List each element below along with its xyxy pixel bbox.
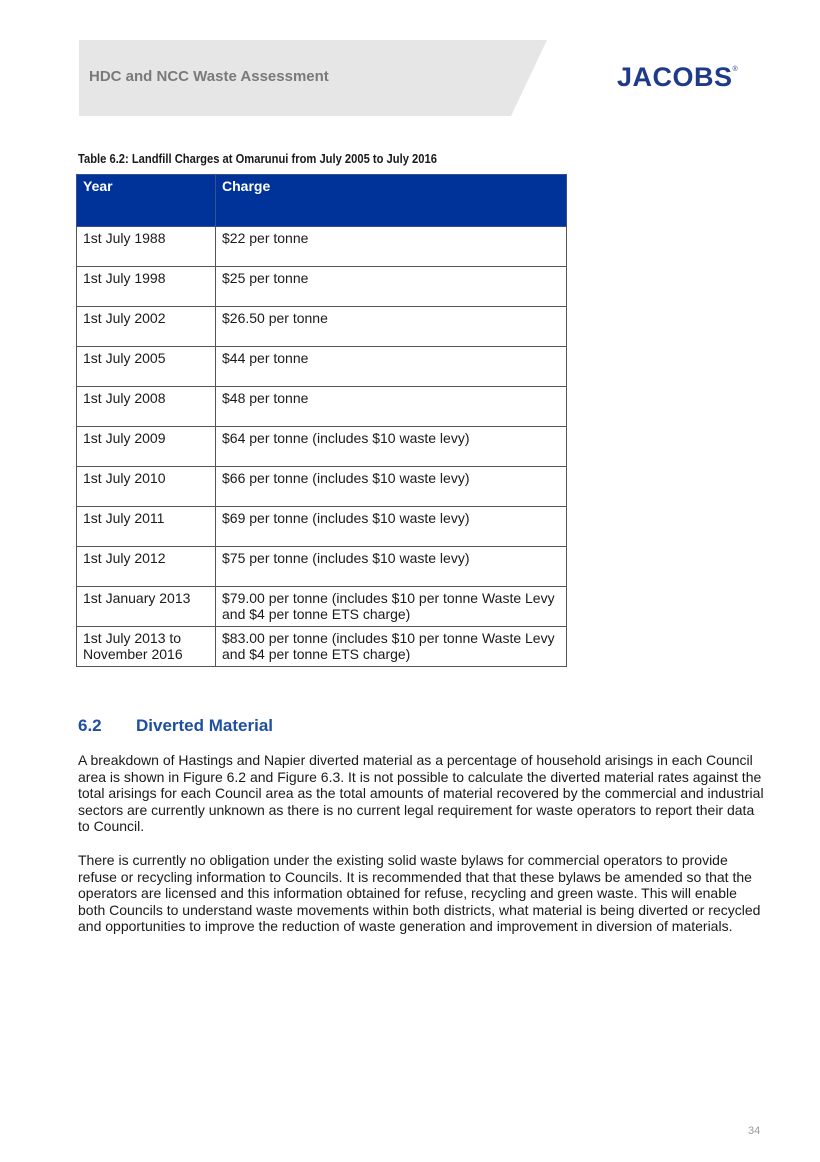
cell-charge: $83.00 per tonne (includes $10 per tonne Waste Levy and $4 per tonne ETS charge) xyxy=(216,627,567,667)
column-header-year: Year xyxy=(77,175,216,227)
document-title: HDC and NCC Waste Assessment xyxy=(89,68,329,85)
table-row xyxy=(77,627,567,667)
table-row xyxy=(77,467,567,507)
table-caption: Table 6.2: Landfill Charges at Omarunui from July 2005 to July 2016 xyxy=(78,151,437,166)
cell-year: 1st July 1988 xyxy=(77,227,216,267)
cell-year: 1st July 2009 xyxy=(77,427,216,467)
table-row xyxy=(77,307,567,347)
cell-charge: $66 per tonne (includes $10 waste levy) xyxy=(216,467,567,507)
table-row xyxy=(77,387,567,427)
paragraph: There is currently no obligation under the existing solid waste bylaws for commercial operators to provide refuse or recycling information to Councils. It is recommended that that these bylaws be amended so that the operators are licensed and this information obtained for refuse, recycling and green waste. This will enable both Councils to understand waste movements within both districts, what material is being diverted or recycled and opportunities to improve the reduction of waste generation and improvement in diversion of materials. xyxy=(78,852,761,934)
cell-charge: $22 per tonne xyxy=(216,227,567,267)
table-header-row xyxy=(77,175,567,227)
cell-year: 1st July 2013 to November 2016 xyxy=(77,627,216,667)
table-row xyxy=(77,267,567,307)
jacobs-logo xyxy=(617,62,738,93)
table-row xyxy=(77,587,567,627)
section-heading xyxy=(78,716,273,736)
landfill-charges-table xyxy=(76,174,567,667)
header-band xyxy=(79,40,547,116)
table-row xyxy=(77,347,567,387)
cell-charge: $44 per tonne xyxy=(216,347,567,387)
column-header-charge: Charge xyxy=(216,175,567,227)
table-body xyxy=(77,227,567,667)
table-row xyxy=(77,427,567,467)
logo-text: JACOBS xyxy=(617,62,733,92)
section-number: 6.2 xyxy=(78,716,102,735)
table-row xyxy=(77,507,567,547)
cell-charge: $25 per tonne xyxy=(216,267,567,307)
cell-year: 1st July 2012 xyxy=(77,547,216,587)
cell-year: 1st July 2002 xyxy=(77,307,216,347)
cell-year: 1st January 2013 xyxy=(77,587,216,627)
cell-charge: $75 per tonne (includes $10 waste levy) xyxy=(216,547,567,587)
cell-year: 1st July 2010 xyxy=(77,467,216,507)
cell-year: 1st July 2008 xyxy=(77,387,216,427)
section-title: Diverted Material xyxy=(136,716,273,735)
paragraph: A breakdown of Hastings and Napier diverted material as a percentage of household arisings in each Council area is shown in Figure 6.2 and Figure 6.3. It is not possible to calculate the diverted material rates against the total arisings for each Council area as the total amounts of material recovered by the commercial and industrial sectors are currently unknown as there is no current legal requirement for waste operators to report their data to Council. xyxy=(78,752,764,834)
cell-charge: $26.50 per tonne xyxy=(216,307,567,347)
cell-charge: $69 per tonne (includes $10 waste levy) xyxy=(216,507,567,547)
table-row xyxy=(77,547,567,587)
cell-charge: $79.00 per tonne (includes $10 per tonne Waste Levy and $4 per tonne ETS charge) xyxy=(216,587,567,627)
logo-registered-mark: ® xyxy=(732,66,739,73)
cell-charge: $64 per tonne (includes $10 waste levy) xyxy=(216,427,567,467)
table-row xyxy=(77,227,567,267)
cell-charge: $48 per tonne xyxy=(216,387,567,427)
cell-year: 1st July 2011 xyxy=(77,507,216,547)
page-number: 34 xyxy=(748,1125,761,1137)
cell-year: 1st July 1998 xyxy=(77,267,216,307)
cell-year: 1st July 2005 xyxy=(77,347,216,387)
